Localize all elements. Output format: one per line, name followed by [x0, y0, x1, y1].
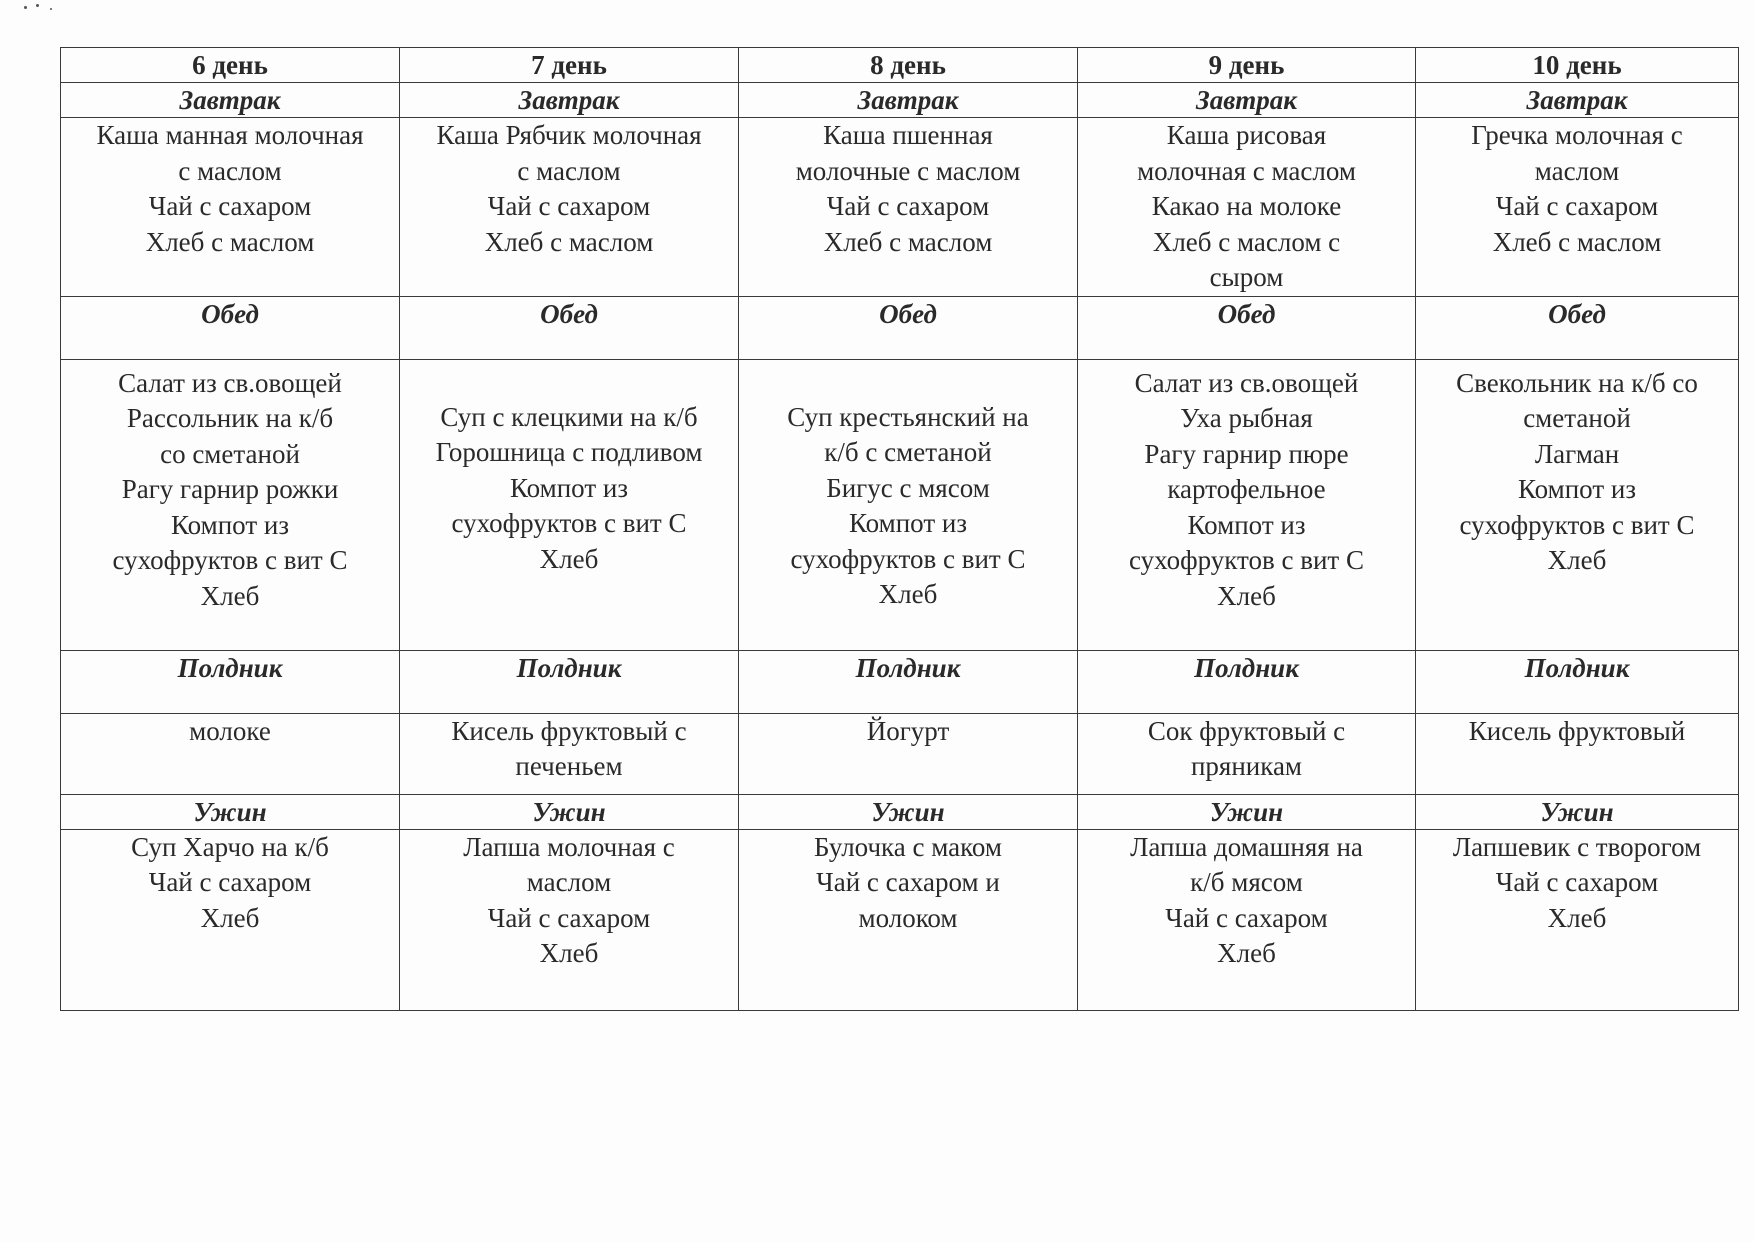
- dish-line: сухофруктов с вит С: [112, 545, 348, 575]
- dish-line: Хлеб: [1217, 580, 1276, 611]
- dish-line: Гречка молочная с: [1471, 120, 1683, 150]
- dish-line: молочная с маслом: [1137, 155, 1356, 186]
- dish-line: Чай с сахаром: [1165, 902, 1328, 933]
- dish-line: Компот из: [510, 472, 628, 503]
- snack-dishes-cell: [1416, 713, 1739, 794]
- lunch-dishes-cell: [1416, 359, 1739, 650]
- dish-line: Каша пшенная: [823, 120, 993, 150]
- dish-line: Хлеб: [878, 579, 938, 609]
- breakfast-heading: Завтрак: [1416, 83, 1739, 118]
- lunch-dishes-row: [61, 359, 1739, 650]
- lunch-heading: Обед: [1078, 296, 1416, 359]
- dish-line: Лапшевик с творогом: [1452, 831, 1702, 862]
- dish-line: сухофруктов с вит С: [451, 508, 687, 538]
- snack-heading: Полдник: [1078, 650, 1416, 713]
- menu-table: [60, 47, 1739, 1011]
- dish-line: Лапша молочная с: [463, 831, 675, 862]
- breakfast-dishes-cell: [61, 118, 400, 297]
- dish-line: Бигус с мясом: [826, 472, 990, 503]
- dinner-dishes-cell: [1078, 829, 1416, 1010]
- dish-line: Сок фруктовый с: [1147, 715, 1346, 746]
- dish-line: Рагу гарнир рожки: [121, 474, 339, 504]
- dish-line: Суп крестьянский на: [787, 401, 1029, 432]
- scan-speck: [24, 6, 27, 9]
- dish-line: Салат из св.овощей: [1134, 367, 1359, 398]
- dish-line: Хлеб: [1217, 938, 1276, 968]
- breakfast-dishes-row: [61, 118, 1739, 297]
- dish-line: Хлеб: [539, 543, 599, 574]
- breakfast-heading: Завтрак: [1078, 83, 1416, 118]
- snack-heading-row: [61, 650, 1739, 713]
- snack-heading: Полдник: [400, 650, 739, 713]
- dish-line: к/б с сметаной: [824, 437, 992, 467]
- dish-line: Чай с сахаром: [1495, 867, 1659, 897]
- breakfast-dishes-cell: [400, 118, 739, 297]
- lunch-dishes-cell: [739, 359, 1078, 650]
- breakfast-dishes-cell: [1078, 118, 1416, 297]
- dinner-heading: Ужин: [400, 794, 739, 829]
- dinner-dishes-cell: [1416, 829, 1739, 1010]
- dinner-heading: Ужин: [61, 794, 400, 829]
- day-header: 9 день: [1078, 48, 1416, 83]
- dish-line: Хлеб: [200, 580, 260, 611]
- dish-line: Компот из: [1518, 474, 1636, 504]
- dish-line: Хлеб: [1547, 902, 1607, 933]
- dish-line: сухофруктов с вит С: [1459, 509, 1695, 540]
- snack-dishes-cell: [739, 713, 1078, 794]
- day-header: 10 день: [1416, 48, 1739, 83]
- dish-line: Хлеб: [200, 902, 260, 933]
- dish-line: Чай с сахаром: [1495, 191, 1659, 221]
- snack-heading: Полдник: [739, 650, 1078, 713]
- dish-line: Каша манная молочная: [96, 120, 364, 150]
- dish-line: Лапша домашняя на: [1130, 831, 1363, 862]
- dish-line: с маслом: [178, 155, 282, 186]
- lunch-heading: Обед: [1416, 296, 1739, 359]
- breakfast-heading: Завтрак: [61, 83, 400, 118]
- breakfast-heading: Завтрак: [400, 83, 739, 118]
- dish-line: Компот из: [849, 508, 967, 538]
- lunch-heading: Обед: [61, 296, 400, 359]
- dish-line: картофельное: [1167, 474, 1326, 504]
- snack-dishes-cell: [400, 713, 739, 794]
- day-header: 7 день: [400, 48, 739, 83]
- breakfast-dishes-cell: [1416, 118, 1739, 297]
- days-header-row: [61, 48, 1739, 83]
- dish-line: сыром: [1209, 262, 1284, 292]
- snack-heading: Полдник: [61, 650, 400, 713]
- dish-line: Йогурт: [866, 715, 950, 746]
- dish-line: Компот из: [171, 509, 289, 540]
- dish-line: Кисель фруктовый: [1468, 715, 1686, 746]
- dish-line: печеньем: [515, 751, 623, 781]
- dish-line: маслом: [1534, 155, 1620, 186]
- snack-dishes-row: [61, 713, 1739, 794]
- dish-line: со сметаной: [160, 438, 300, 469]
- day-header: 8 день: [739, 48, 1078, 83]
- dish-line: сухофруктов с вит С: [1129, 545, 1364, 575]
- dish-line: Чай с сахаром: [826, 191, 990, 221]
- dish-line: Кисель фруктовый с: [451, 715, 687, 746]
- dish-line: Хлеб: [1547, 545, 1607, 575]
- lunch-dishes-cell: [400, 359, 739, 650]
- dish-line: Булочка с маком: [814, 831, 1002, 862]
- day-header: 6 день: [61, 48, 400, 83]
- dish-line: молоком: [858, 902, 958, 933]
- dish-line: Рагу гарнир пюре: [1144, 438, 1349, 469]
- snack-dishes-cell: [61, 713, 400, 794]
- lunch-heading: Обед: [739, 296, 1078, 359]
- dish-line: маслом: [526, 867, 612, 897]
- dish-line: Хлеб с маслом: [823, 226, 993, 257]
- dish-line: Какао на молоке: [1151, 191, 1342, 221]
- lunch-heading-row: [61, 296, 1739, 359]
- dish-line: Салат из св.овощей: [118, 367, 342, 398]
- lunch-dishes-cell: [1078, 359, 1416, 650]
- dish-line: молоке: [189, 715, 271, 746]
- dish-line: Компот из: [1187, 509, 1306, 540]
- dish-line: Свекольник на к/б со: [1456, 367, 1698, 398]
- dinner-heading: Ужин: [1078, 794, 1416, 829]
- dish-line: Лагман: [1534, 438, 1620, 469]
- dinner-heading-row: [61, 794, 1739, 829]
- dish-line: Каша Рябчик молочная: [436, 120, 702, 150]
- dish-line: Хлеб с маслом: [1492, 226, 1662, 257]
- dish-line: к/б мясом: [1190, 867, 1303, 897]
- dish-line: молочные с маслом: [795, 155, 1021, 186]
- dinner-heading: Ужин: [1416, 794, 1739, 829]
- dish-line: Суп с клецкими на к/б: [440, 401, 698, 432]
- dinner-dishes-row: [61, 829, 1739, 1010]
- breakfast-dishes-cell: [739, 118, 1078, 297]
- lunch-heading: Обед: [400, 296, 739, 359]
- dish-line: Хлеб с маслом с: [1152, 226, 1341, 257]
- dish-line: Каша рисовая: [1166, 120, 1327, 150]
- dish-line: сухофруктов с вит С: [790, 543, 1026, 574]
- scan-speck: [50, 8, 52, 10]
- dish-line: сметаной: [1523, 403, 1631, 433]
- snack-dishes-cell: [1078, 713, 1416, 794]
- dish-line: Суп Харчо на к/б: [131, 831, 329, 862]
- breakfast-heading-row: [61, 83, 1739, 118]
- dinner-dishes-cell: [61, 829, 400, 1010]
- dish-line: Чай с сахаром: [148, 191, 312, 221]
- dish-line: Хлеб с маслом: [484, 226, 654, 257]
- dish-line: Чай с сахаром: [148, 867, 312, 897]
- dish-line: Хлеб: [539, 938, 599, 968]
- dish-line: Уха рыбная: [1180, 403, 1313, 433]
- dish-line: пряникам: [1190, 751, 1303, 781]
- dish-line: Горошница с подливом: [435, 437, 703, 467]
- dish-line: Хлеб с маслом: [145, 226, 315, 257]
- dinner-heading: Ужин: [739, 794, 1078, 829]
- snack-heading: Полдник: [1416, 650, 1739, 713]
- breakfast-heading: Завтрак: [739, 83, 1078, 118]
- dinner-dishes-cell: [400, 829, 739, 1010]
- dish-line: Чай с сахаром: [487, 191, 651, 221]
- dish-line: Чай с сахаром и: [816, 867, 1000, 897]
- dish-line: с маслом: [517, 155, 621, 186]
- dish-line: Рассольник на к/б: [126, 403, 334, 433]
- dinner-dishes-cell: [739, 829, 1078, 1010]
- scan-speck: [36, 4, 39, 7]
- dish-line: Чай с сахаром: [487, 902, 651, 933]
- lunch-dishes-cell: [61, 359, 400, 650]
